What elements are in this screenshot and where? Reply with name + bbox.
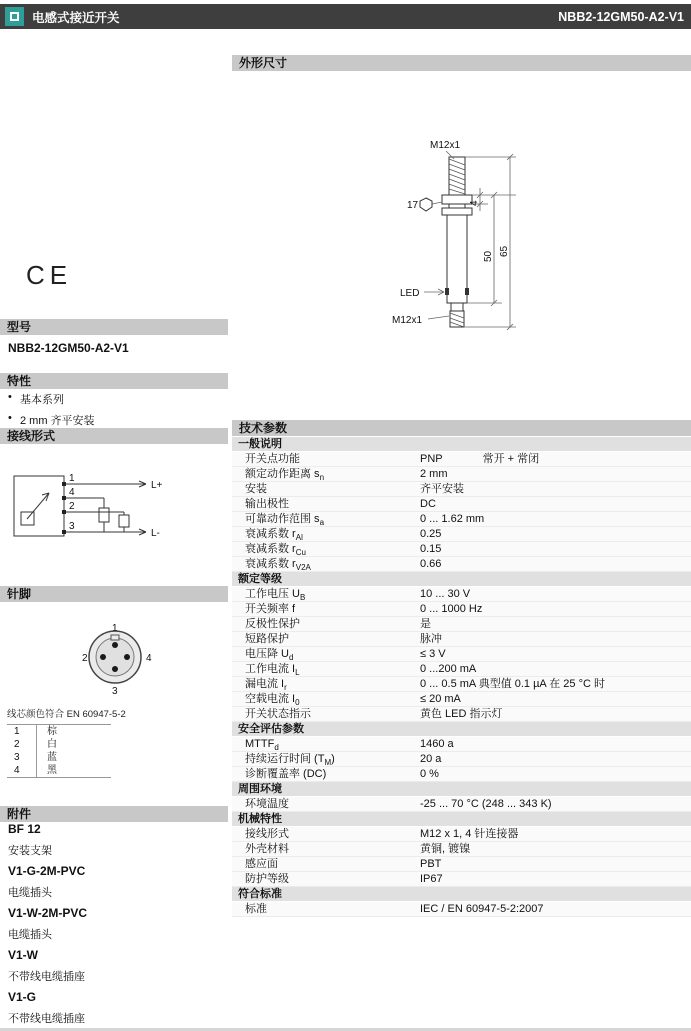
part-number: NBB2-12GM50-A2-V1 [558, 9, 684, 24]
accessory-name: V1-W [8, 948, 38, 962]
section-header-accessories: 附件 [0, 806, 228, 822]
param-value [420, 512, 691, 526]
param-label: 持续运行时间 $(T_M)$ [245, 753, 335, 766]
param-value-text: 0 ...200 mA [420, 663, 477, 675]
param-value [420, 767, 691, 781]
hex-nut-upper [442, 195, 472, 204]
param-value-text: 2 mm [420, 468, 448, 480]
tech-param-row [232, 662, 691, 677]
accessory-name: V1-W-2M-PVC [8, 906, 88, 920]
connector-pinout-diagram [28, 604, 203, 704]
param-value-text: PNP [420, 453, 443, 465]
param-value [420, 797, 691, 811]
accessory-description: 安装支架 [8, 845, 52, 857]
wire-row [7, 738, 111, 751]
param-value-text: -25 ... 70 °C (248 ... 343 K) [420, 798, 552, 810]
param-label: 标准 [245, 903, 267, 915]
load-resistor [119, 515, 129, 527]
tech-param-row [232, 827, 691, 842]
param-value-text: ≤ 20 mA [420, 693, 461, 705]
dim-65-label: 65 [499, 245, 510, 257]
led-window-left [445, 288, 449, 295]
ce-mark: CE [26, 260, 73, 290]
accessory-name: V1-G-2M-PVC [8, 864, 86, 878]
tech-param-row [232, 647, 691, 662]
param-value-text: IEC / EN 60947-5-2:2007 [420, 903, 544, 915]
pin-3-contact [112, 666, 118, 672]
inductive-sensor-icon [5, 7, 24, 26]
wrench-hexagon-icon [420, 198, 432, 211]
param-label: 工作电压 $U_B$ [245, 588, 306, 601]
param-value-extra: 常开 + 常闭 [482, 453, 540, 465]
thread-gap [449, 204, 465, 208]
param-value [420, 497, 691, 511]
supply-plus-label: L+ [151, 480, 163, 491]
pin-4-contact [124, 654, 130, 660]
tech-param-row [232, 857, 691, 872]
pin-label-4: 4 [146, 653, 152, 664]
tech-param-row [232, 752, 691, 767]
tech-param-row [232, 542, 691, 557]
param-label: 防护等级 [245, 873, 289, 885]
wire-row [7, 751, 111, 764]
connector-keyway-notch [111, 635, 119, 640]
tech-param-row [232, 512, 691, 527]
sensor-body [447, 215, 467, 303]
terminal-label-4: 4 [69, 487, 75, 498]
param-value-text: 黄铜, 镀镍 [420, 843, 471, 855]
top-thread-label: M12x1 [430, 140, 461, 151]
param-label: 额定动作距离 $s_n$ [245, 468, 325, 481]
pin-label-3: 3 [112, 686, 118, 697]
led-window-right [465, 288, 469, 295]
tech-param-row [232, 842, 691, 857]
section-header-pinout: 针脚 [0, 586, 228, 602]
param-value-text: IP67 [420, 873, 443, 885]
tech-group-header: 额定等级 [232, 572, 691, 587]
param-value [420, 467, 691, 481]
section-header-model: 型号 [0, 319, 228, 335]
param-value-text: 0.15 [420, 543, 442, 555]
wire-color-note: 线芯颜色符合 EN 60947-5-2 [7, 709, 126, 720]
param-value [420, 557, 691, 571]
accessory-description: 不带线电缆插座 [8, 1013, 85, 1025]
tech-param-row [232, 527, 691, 542]
param-label: $MTTF_d$ [245, 738, 279, 751]
tech-group-header: 周围环境 [232, 782, 691, 797]
accessory-description: 电缆插头 [8, 887, 52, 899]
param-label: 漏电流 $I_r$ [245, 678, 287, 691]
param-value-text: 0 ... 1000 Hz [420, 603, 483, 615]
param-label: 环境温度 [245, 798, 289, 810]
param-value [420, 662, 691, 676]
param-value-text: 0.25 [420, 528, 442, 540]
dimension-drawing [232, 72, 691, 418]
param-label: 衰减系数 $r_{Al}$ [245, 528, 303, 541]
wire-color-name: 蓝 [47, 752, 57, 763]
tech-param-row [232, 452, 691, 467]
param-label: 短路保护 [245, 633, 289, 645]
param-label: 工作电流 $I_L$ [245, 663, 300, 676]
section-header-technical-data: 技术参数 [232, 420, 691, 436]
tech-group-header: 安全评估参数 [232, 722, 691, 737]
param-value-text: 齐平安装 [420, 483, 464, 495]
param-label: 开关点功能 [245, 453, 300, 465]
param-value [420, 692, 691, 706]
param-label: 感应面 [245, 858, 278, 870]
tech-param-row [232, 617, 691, 632]
param-value [420, 902, 691, 916]
tech-param-row [232, 587, 691, 602]
tech-param-row [232, 767, 691, 782]
terminal-label-2: 2 [69, 501, 75, 512]
param-value-text: 0 ... 0.5 mA 典型值 0.1 µA 在 25 °C 时 [420, 678, 605, 690]
param-label: 空载电流 $I_0$ [245, 693, 300, 706]
sensor-icon-inner-square [10, 12, 19, 21]
param-label: 电压降 $U_d$ [245, 648, 294, 661]
accessory-name: BF 12 [8, 822, 41, 836]
tech-param-row [232, 692, 691, 707]
pin-1-contact [112, 642, 118, 648]
tech-param-row [232, 797, 691, 812]
param-label: 安装 [245, 483, 267, 495]
param-value [420, 542, 691, 556]
wire-color-name: 黑 [47, 765, 57, 776]
section-header-features: 特性 [0, 373, 228, 389]
tech-param-row [232, 557, 691, 572]
tech-table [232, 437, 691, 917]
tech-param-row [232, 737, 691, 752]
tech-param-row [232, 482, 691, 497]
hex-nut-lower [442, 208, 472, 215]
param-value [420, 857, 691, 871]
param-value-text: PBT [420, 858, 442, 870]
param-value-text: 1460 a [420, 738, 454, 750]
tech-param-row [232, 632, 691, 647]
param-value-text: 0 % [420, 768, 439, 780]
param-value-text: 0 ... 1.62 mm [420, 513, 485, 525]
tech-param-row [232, 677, 691, 692]
wiring-diagram [6, 460, 221, 572]
tech-param-row [232, 902, 691, 917]
model-value: NBB2-12GM50-A2-V1 [8, 341, 129, 355]
terminal-label-3: 3 [69, 521, 75, 532]
param-value-text: 黄色 LED 指示灯 [420, 708, 503, 720]
param-value [420, 677, 691, 691]
tech-param-row [232, 602, 691, 617]
dim-4-label: 4 [469, 200, 480, 206]
connector-step [451, 303, 463, 311]
dim-50-label: 50 [483, 250, 494, 262]
tech-param-row [232, 497, 691, 512]
param-value [420, 587, 691, 601]
section-header-dimensions: 外形尺寸 [232, 55, 691, 71]
param-label: 可靠动作范围 $s_a$ [245, 513, 325, 526]
param-value-text: 10 ... 30 V [420, 588, 471, 600]
led-label: LED [400, 288, 420, 299]
param-value [420, 872, 691, 886]
param-label: 输出极性 [245, 498, 289, 510]
tech-param-row [232, 707, 691, 722]
wire-color-table [7, 724, 111, 778]
param-value [420, 602, 691, 616]
param-label: 开关状态指示 [245, 708, 311, 720]
param-value [420, 827, 691, 841]
param-value [420, 632, 691, 646]
feature-item: • 基本系列 [8, 391, 95, 407]
param-value [420, 647, 691, 661]
wire-color-name: 白 [47, 739, 57, 750]
param-label: 诊断覆盖率 (DC) [245, 768, 327, 780]
terminal-label-1: 1 [69, 473, 75, 484]
tech-group-header: 机械特性 [232, 812, 691, 827]
param-label: 衰减系数 $r_{Cu}$ [245, 543, 306, 556]
features-list [8, 386, 95, 428]
param-value-text: 脉冲 [420, 633, 442, 645]
wire-pin-number: 3 [7, 751, 37, 764]
param-value [420, 452, 691, 466]
sensor-dimension-svg [232, 72, 691, 418]
param-value-text: 20 a [420, 753, 442, 765]
wire-color-name: 棕 [47, 726, 57, 737]
param-value [420, 707, 691, 721]
param-value [420, 482, 691, 496]
sensor-symbol-box [14, 476, 64, 536]
document-title: 电感式接近开关 [32, 10, 120, 25]
accessory-name: V1-G [8, 990, 37, 1004]
wire-pin-number: 4 [7, 764, 37, 777]
wire-pin-number: 1 [7, 725, 37, 738]
accessory-description: 不带线电缆插座 [8, 971, 85, 983]
param-value-text: DC [420, 498, 436, 510]
param-value [420, 737, 691, 751]
supply-minus-label: L- [151, 528, 160, 539]
tech-group-header: 符合标准 [232, 887, 691, 902]
param-value-text: 0.66 [420, 558, 442, 570]
feature-item: • 2 mm 齐平安装 [8, 412, 95, 428]
tech-group-header: 一般说明 [232, 437, 691, 452]
param-value-text: 是 [420, 618, 431, 630]
top-header-bar [0, 4, 691, 29]
accessory-description: 电缆插头 [8, 929, 52, 941]
param-value [420, 842, 691, 856]
pin-label-1: 1 [112, 623, 118, 634]
param-label: 接线形式 [245, 828, 289, 840]
param-label: 反极性保护 [245, 618, 300, 630]
wire-row [7, 725, 111, 738]
param-value [420, 527, 691, 541]
param-value-text: M12 x 1, 4 针连接器 [420, 828, 519, 840]
param-label: 开关频率 f [245, 603, 296, 615]
tech-param-row [232, 467, 691, 482]
param-value [420, 617, 691, 631]
wire-row [7, 764, 111, 777]
param-value-text: ≤ 3 V [420, 648, 446, 660]
bottom-thread-label: M12x1 [392, 315, 423, 326]
wrench-size-label: 17 [407, 200, 419, 211]
param-label: 外壳材料 [245, 843, 289, 855]
wire-pin-number: 2 [7, 738, 37, 751]
accessories-list [8, 822, 87, 1026]
param-label: 衰减系数 $r_{V2A}$ [245, 558, 311, 571]
load-resistor [99, 508, 109, 522]
param-value [420, 752, 691, 766]
section-header-connection: 接线形式 [0, 428, 228, 444]
tech-param-row [232, 872, 691, 887]
pin-label-2: 2 [82, 653, 88, 664]
pin-2-contact [100, 654, 106, 660]
